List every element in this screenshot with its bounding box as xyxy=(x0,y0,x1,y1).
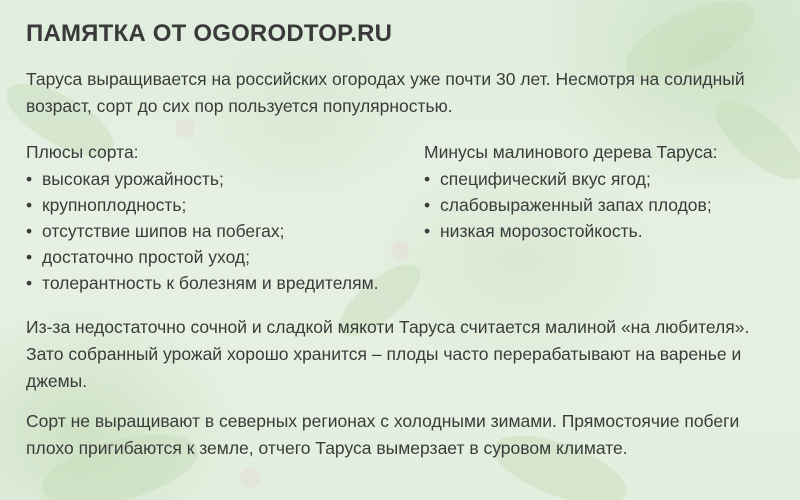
bullet-icon: • xyxy=(26,221,33,241)
list-item: • достаточно простой уход; xyxy=(26,244,426,270)
intro-paragraph: Таруса выращивается на российских огородах уже почти 30 лет. Несмотря на солидный возраст, сорт до сих пор пользуется популярностью. xyxy=(26,69,745,116)
cons-heading: Минусы малинового дерева Таруса: xyxy=(424,142,718,162)
bullet-icon: • xyxy=(26,195,33,215)
last-paragraph: Сорт не выращивают в северных регионах с холодными зимами. Прямостоячие побеги плохо пригибаются к земле, отчего Таруса вымерзает в суровом климате. xyxy=(26,411,740,458)
list-item: • специфический вкус ягод; xyxy=(424,166,784,192)
page-title: ПАМЯТКА ОТ OGORODTOP.RU xyxy=(26,20,393,47)
pros-heading: Плюсы сорта: xyxy=(26,142,139,162)
pros-section xyxy=(26,139,426,296)
list-item: • отсутствие шипов на побегах; xyxy=(26,218,426,244)
bullet-icon: • xyxy=(26,169,33,189)
cons-section xyxy=(424,139,784,244)
list-item: • толерантность к болезням и вредителям. xyxy=(26,270,426,296)
bullet-icon: • xyxy=(424,169,431,189)
bullet-icon: • xyxy=(26,273,33,293)
bullet-icon: • xyxy=(26,247,33,267)
list-item: • высокая урожайность; xyxy=(26,166,426,192)
list-item: • низкая морозостойкость. xyxy=(424,218,784,244)
bullet-icon: • xyxy=(424,221,431,241)
cons-list xyxy=(424,166,784,244)
list-item: • крупноплодность; xyxy=(26,192,426,218)
bullet-icon: • xyxy=(424,195,431,215)
pros-list xyxy=(26,166,426,296)
list-item: • слабовыраженный запах плодов; xyxy=(424,192,784,218)
middle-paragraph: Из-за недостаточно сочной и сладкой мякоти Таруса считается малиной «на любителя». Зато собранный урожай хорошо хранится – плоды часто перерабатывают на варенье и джемы. xyxy=(26,317,750,391)
